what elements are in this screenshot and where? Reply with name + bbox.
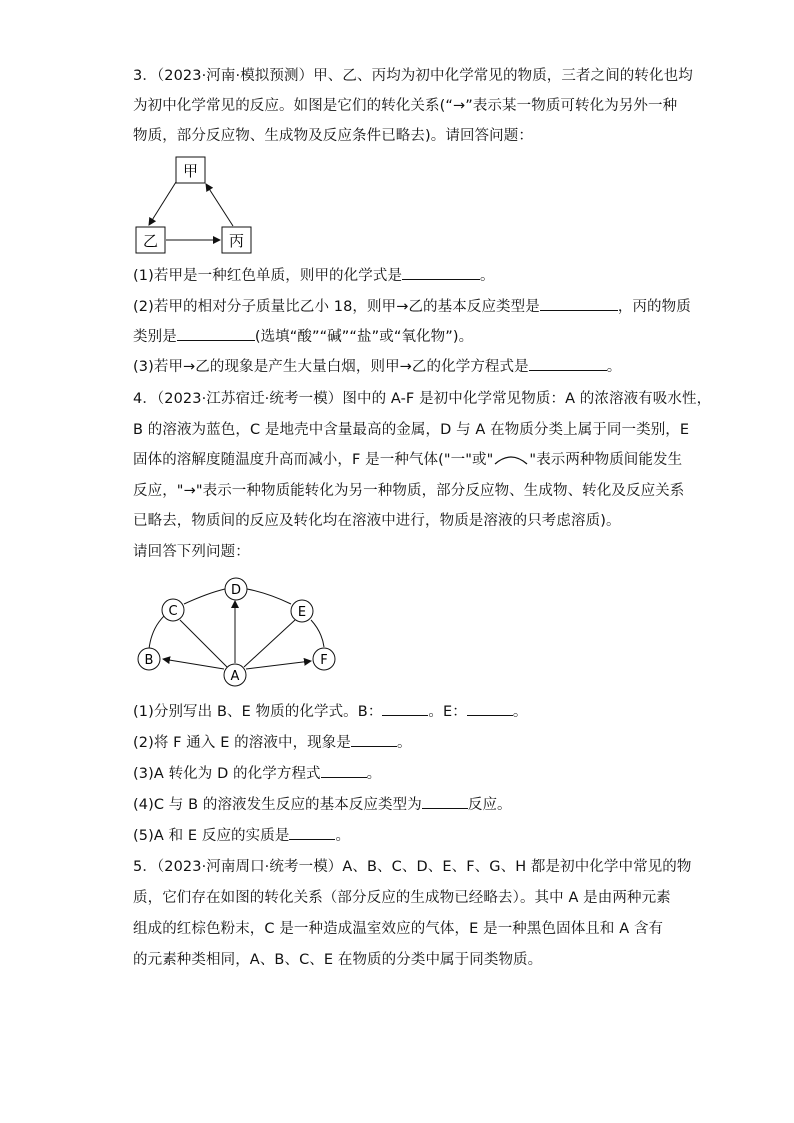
q4-arrow-a-to-b [163, 659, 224, 669]
q5-line-2: 质，它们存在如图的转化关系（部分反应的生成物已经略去）。其中 A 是由两种元素 [133, 890, 671, 906]
answer-blank[interactable] [467, 701, 513, 716]
q3-part-2-cont [133, 326, 661, 347]
q4-line-3 [133, 450, 683, 470]
q4-label-e: E [297, 605, 307, 620]
q3-line-1: 3．（2023·河南·模拟预测）甲、乙、丙均为初中化学常见的物质，三者之间的转化也均 [133, 68, 693, 84]
q3-line-2: 为初中化学常见的反应。如图是它们的转化关系(“→”表示某一物质可转化为另外一种 [133, 98, 678, 114]
q4-sub-5 [133, 825, 661, 846]
q4-label-a: A [230, 669, 240, 684]
q4-sub-2-text: (2)将 F 通入 E 的溶液中，现象是 [133, 735, 351, 751]
q4-sub-3 [133, 763, 661, 784]
q3-part-2-text: (2)若甲的相对分子质量比乙小 18，则甲→乙的基本反应类型是 [133, 299, 540, 315]
q4-reaction-diagram [128, 570, 348, 690]
q3-arrow-jia-to-yi [149, 182, 176, 225]
answer-blank[interactable] [529, 356, 607, 371]
answer-blank[interactable] [540, 296, 618, 311]
q3-part-3-end: 。 [606, 359, 622, 375]
q4-sub-3-end: 。 [366, 766, 382, 782]
q4-line-6: 请回答下列问题： [133, 544, 250, 560]
answer-blank[interactable] [177, 326, 255, 341]
q4-line-2: B 的溶液为蓝色，C 是地壳中含量最高的金属，D 与 A 在物质分类上属于同一类别，E [133, 422, 690, 438]
q4-arc-d-e [247, 589, 291, 604]
q4-line-3-text-b: "表示两种物质间能发生 [529, 452, 683, 468]
q5-line-1: 5．（2023·河南周口·统考一模）A、B、C、D、E、F、G、H 都是初中化学中常见的物 [133, 859, 692, 875]
q3-part-1-end: 。 [480, 268, 495, 284]
q5-line-4: 的元素种类相同，A、B、C、E 在物质的分类中属于同类物质。 [133, 952, 543, 968]
q4-sub-2-end: 。 [396, 735, 412, 751]
answer-blank[interactable] [351, 732, 397, 747]
q3-part-3 [133, 356, 661, 377]
arc-connector-symbol [493, 454, 529, 466]
q4-line-3-text-a: 固体的溶解度随温度升高而减小，F 是一种气体("一"或" [133, 452, 494, 468]
q4-sub-1-text-b: 。E： [428, 704, 467, 720]
q4-sub-4-text: (4)C 与 B 的溶液发生反应的基本反应类型为 [133, 797, 422, 813]
q4-label-c: C [168, 604, 178, 619]
q4-label-d: D [230, 583, 242, 598]
q4-sub-4-end: 反应。 [467, 797, 512, 813]
q3-line-3: 物质，部分反应物、生成物及反应条件已略去)。请回答问题： [133, 128, 533, 144]
q4-line-a-e [244, 620, 295, 667]
answer-blank[interactable] [382, 701, 428, 716]
q4-label-b: B [144, 653, 154, 668]
q3-arrow-bing-to-jia [206, 184, 233, 226]
q4-sub-1-text: (1)分别写出 B、E 物质的化学式。B： [133, 704, 383, 720]
q4-sub-3-text: (3)A 转化为 D 的化学方程式 [133, 766, 321, 782]
q3-part-3-text: (3)若甲→乙的现象是产生大量白烟，则甲→乙的化学方程式是 [133, 359, 529, 375]
q4-label-f: F [320, 653, 328, 668]
q4-line-5: 已略去，物质间的反应及转化均在溶液中进行，物质是溶液的只考虑溶质)。 [133, 513, 621, 529]
answer-blank[interactable] [289, 825, 335, 840]
q4-arc-c-d [184, 589, 225, 604]
answer-blank[interactable] [402, 265, 480, 280]
q4-sub-1-end: 。 [512, 704, 528, 720]
q3-part-2 [133, 296, 691, 317]
q4-sub-5-text: (5)A 和 E 反应的实质是 [133, 828, 290, 844]
q3-part-2-cont-text-b: (选填“酸”“碱”“盐”或“氧化物”)。 [254, 329, 474, 345]
q4-sub-4 [133, 794, 661, 815]
q3-label-jia: 甲 [182, 162, 199, 180]
q3-label-bing: 丙 [228, 232, 245, 250]
q3-part-1 [133, 265, 661, 286]
q3-part-1-text: (1)若甲是一种红色单质，则甲的化学式是 [133, 268, 403, 284]
q4-sub-2 [133, 732, 661, 753]
q4-line-4: 反应，"→"表示一种物质能转化为另一种物质，部分反应物、生成物、转化及反应关系 [133, 483, 685, 499]
q4-line-a-c [180, 620, 227, 667]
q3-part-2-cont-text: 类别是 [133, 329, 177, 345]
answer-blank[interactable] [321, 763, 367, 778]
q3-conversion-diagram [130, 154, 260, 256]
q4-arrow-a-to-f [246, 661, 311, 669]
q5-line-3: 组成的红棕色粉末，C 是一种造成温室效应的气体，E 是一种黑色固体且和 A 含有 [133, 921, 664, 937]
q4-sub-1 [133, 701, 661, 722]
q3-label-yi: 乙 [142, 232, 159, 250]
answer-blank[interactable] [422, 794, 468, 809]
q4-arc-e-f [311, 620, 324, 647]
q3-part-2-text-b: ，丙的物质 [617, 299, 691, 315]
q4-sub-5-end: 。 [335, 828, 351, 844]
q4-line-1: 4．（2023·江苏宿迁·统考一模）图中的 A-F 是初中化学常见物质：A 的浓溶液有吸水性， [133, 391, 712, 407]
